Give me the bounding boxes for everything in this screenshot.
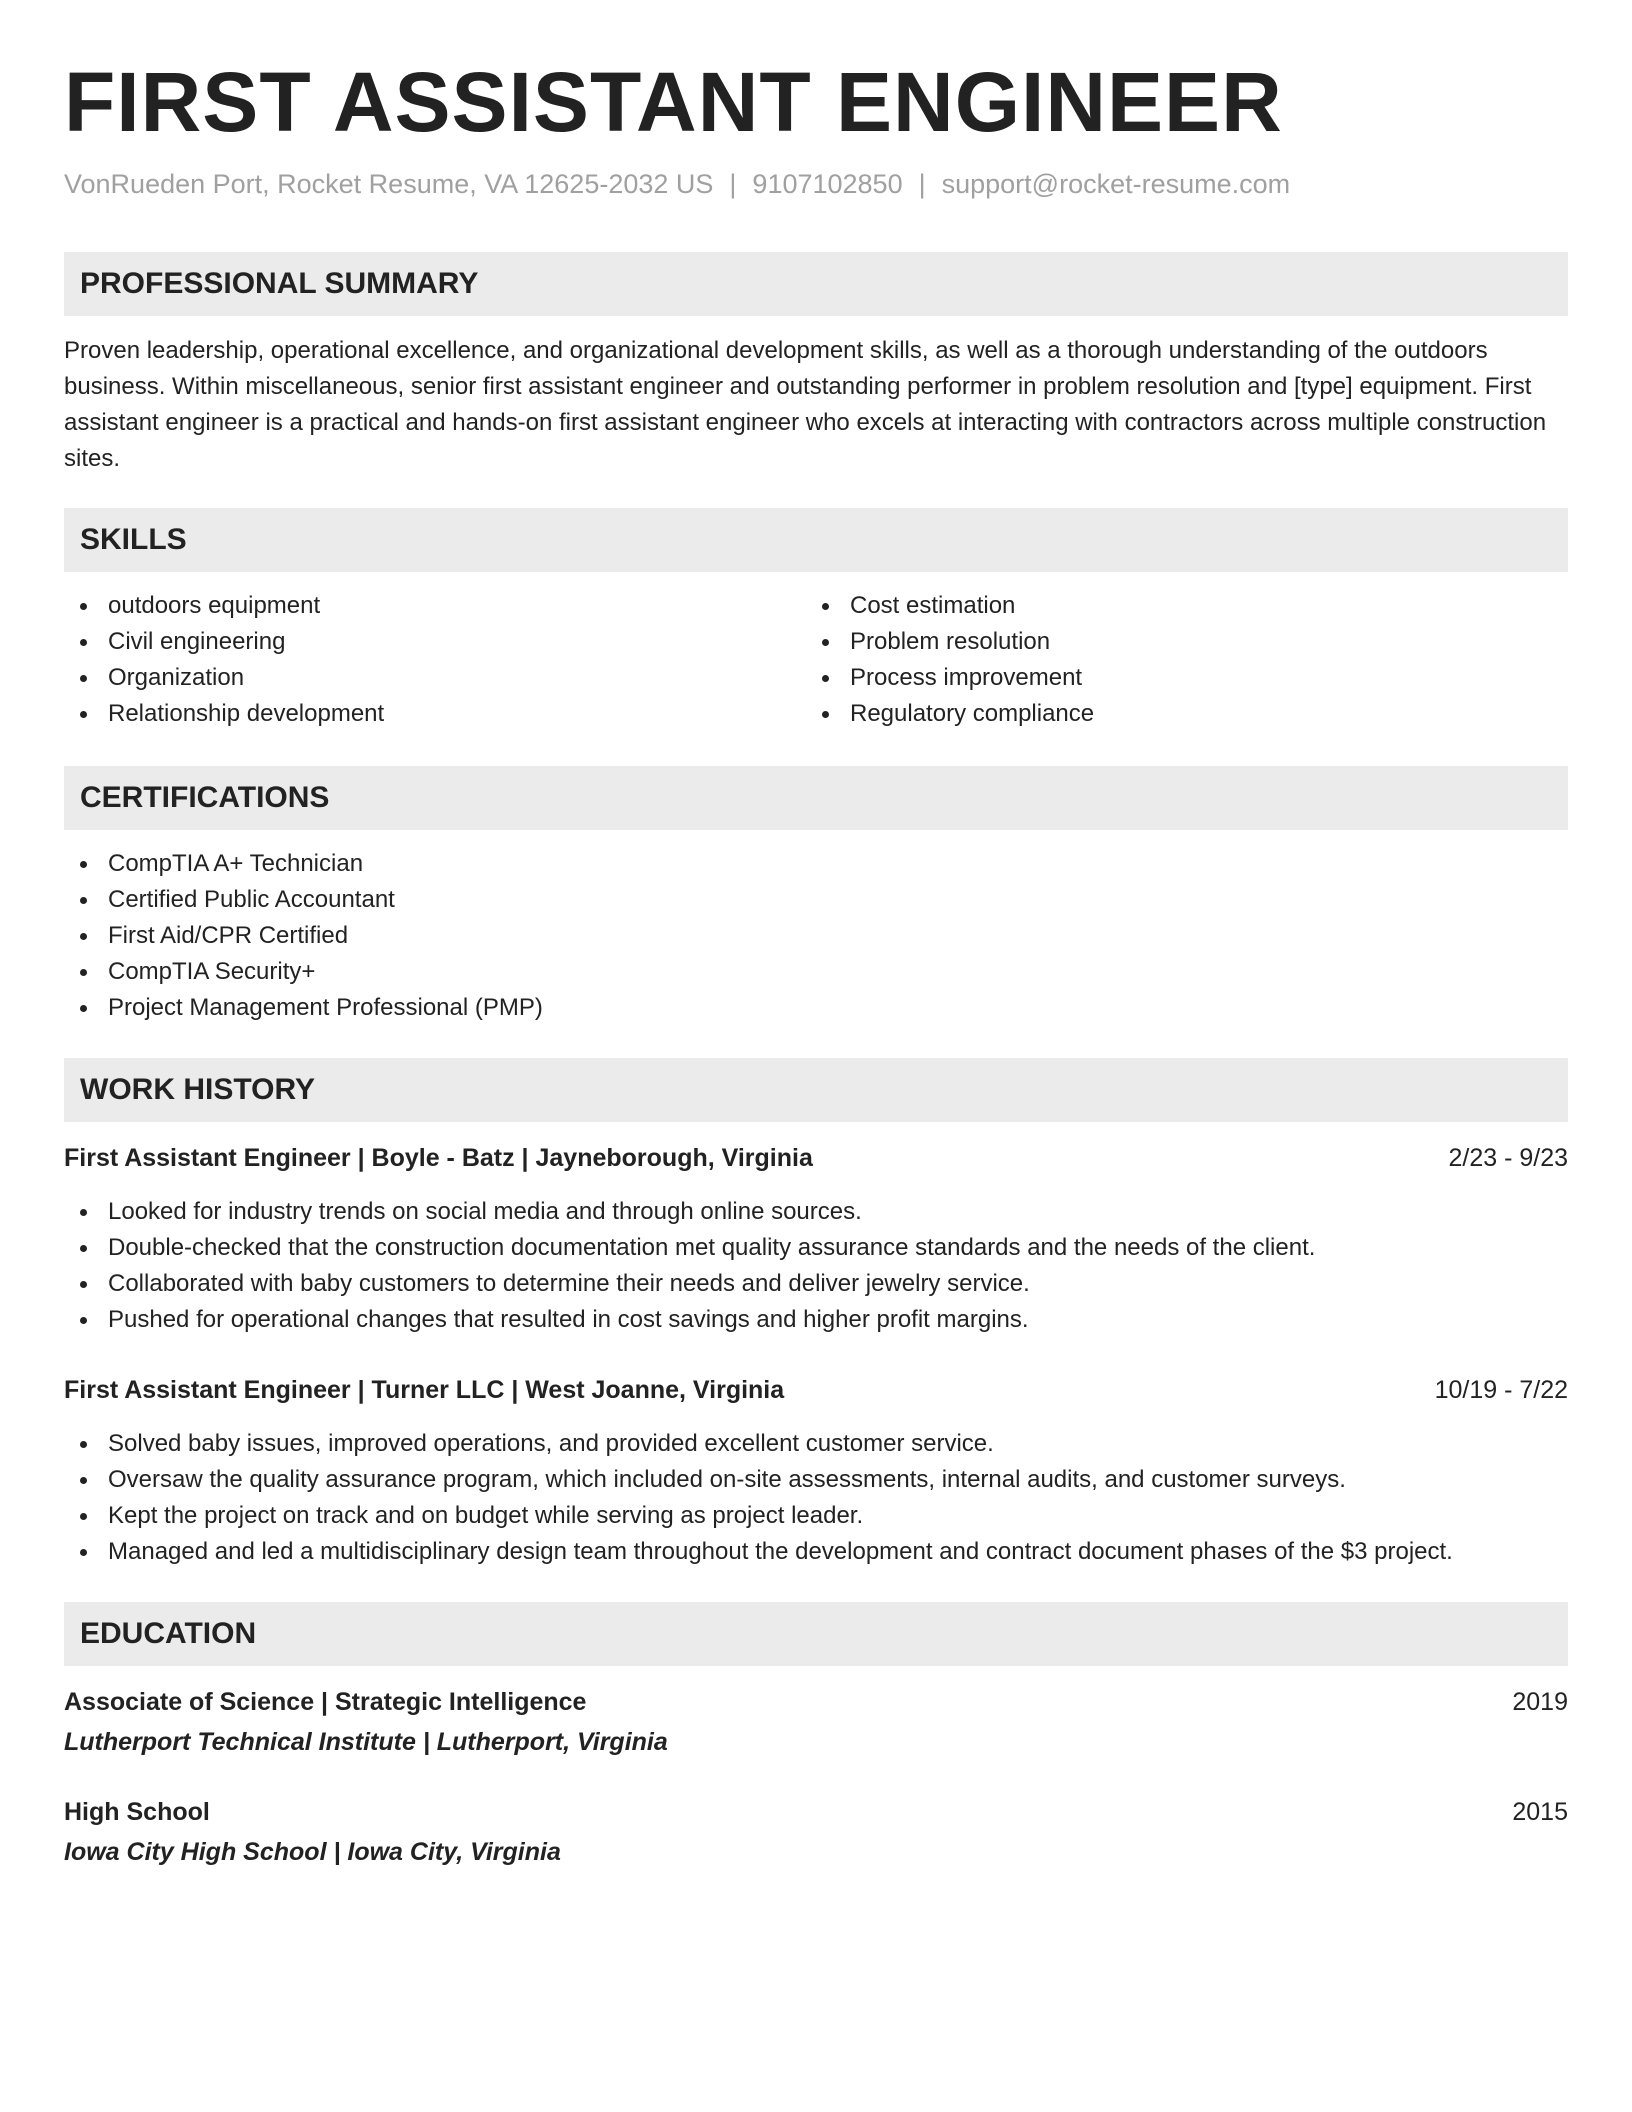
section-heading-education: EDUCATION	[64, 1602, 1568, 1666]
skill-item: Problem resolution	[806, 624, 1546, 660]
resume-title: FIRST ASSISTANT ENGINEER	[64, 55, 1283, 149]
skill-item: Civil engineering	[64, 624, 804, 660]
graduation-year: 2015	[1512, 1798, 1568, 1826]
email: support@rocket-resume.com	[941, 169, 1291, 199]
contact-line	[64, 166, 1290, 202]
skill-item: Relationship development	[64, 696, 804, 732]
job-header	[64, 1372, 1568, 1408]
certification-item: First Aid/CPR Certified	[64, 918, 1568, 954]
section-heading-skills: SKILLS	[64, 508, 1568, 572]
skill-item: Organization	[64, 660, 804, 696]
education-header	[64, 1684, 1568, 1720]
graduation-year: 2019	[1512, 1688, 1568, 1716]
degree: Associate of Science | Strategic Intelligence	[64, 1688, 587, 1716]
contact-separator: |	[918, 169, 926, 199]
skill-item: outdoors equipment	[64, 588, 804, 624]
job-title: First Assistant Engineer | Boyle - Batz | Jayneborough, Virginia	[64, 1144, 813, 1172]
certification-item: CompTIA Security+	[64, 954, 1568, 990]
school-name: Lutherport Technical Institute | Lutherport, Virginia	[64, 1728, 668, 1756]
job-bullet: Collaborated with baby customers to determine their needs and deliver jewelry service.	[64, 1266, 1568, 1302]
degree: High School	[64, 1798, 210, 1826]
job-bullet: Looked for industry trends on social media and through online sources.	[64, 1194, 1568, 1230]
address: VonRueden Port, Rocket Resume, VA 12625-2032 US	[64, 169, 714, 199]
skills-list-right	[806, 588, 1546, 732]
certification-item: Certified Public Accountant	[64, 882, 1568, 918]
job-dates: 10/19 - 7/22	[1434, 1376, 1568, 1404]
contact-separator: |	[729, 169, 737, 199]
skills-list-left	[64, 588, 804, 732]
job-title: First Assistant Engineer | Turner LLC | West Joanne, Virginia	[64, 1376, 785, 1404]
section-heading-certifications: CERTIFICATIONS	[64, 766, 1568, 830]
section-heading-summary: PROFESSIONAL SUMMARY	[64, 252, 1568, 316]
job-bullet: Double-checked that the construction documentation met quality assurance standards and the needs of the client.	[64, 1230, 1568, 1266]
skill-item: Regulatory compliance	[806, 696, 1546, 732]
school-name: Iowa City High School | Iowa City, Virginia	[64, 1838, 561, 1866]
summary-text: Proven leadership, operational excellence, and organizational development skills, as well as a thorough understanding of the outdoors business. Within miscellaneous, senior first assistant engineer and outstanding performer in problem resolution and [type] equipment. First assistant engineer is a practical and hands-on first assistant engineer who excels at interacting with contractors across multiple construction sites.	[64, 337, 1547, 472]
job-dates: 2/23 - 9/23	[1448, 1144, 1568, 1172]
job-bullet: Pushed for operational changes that resulted in cost savings and higher profit margins.	[64, 1302, 1568, 1338]
certification-item: CompTIA A+ Technician	[64, 846, 1568, 882]
job-bullet: Kept the project on track and on budget while serving as project leader.	[64, 1498, 1568, 1534]
job-bullets	[64, 1426, 1568, 1570]
certification-item: Project Management Professional (PMP)	[64, 990, 1568, 1026]
section-heading-work-history: WORK HISTORY	[64, 1058, 1568, 1122]
job-header	[64, 1140, 1568, 1176]
phone: 9107102850	[752, 169, 903, 199]
job-bullets	[64, 1194, 1568, 1338]
job-bullet: Managed and led a multidisciplinary design team throughout the development and contract document phases of the $3 project.	[64, 1534, 1568, 1570]
job-bullet: Oversaw the quality assurance program, which included on-site assessments, internal audits, and customer surveys.	[64, 1462, 1568, 1498]
certifications-list	[64, 846, 1568, 1026]
education-header	[64, 1794, 1568, 1830]
job-bullet: Solved baby issues, improved operations, and provided excellent customer service.	[64, 1426, 1568, 1462]
skill-item: Process improvement	[806, 660, 1546, 696]
skill-item: Cost estimation	[806, 588, 1546, 624]
